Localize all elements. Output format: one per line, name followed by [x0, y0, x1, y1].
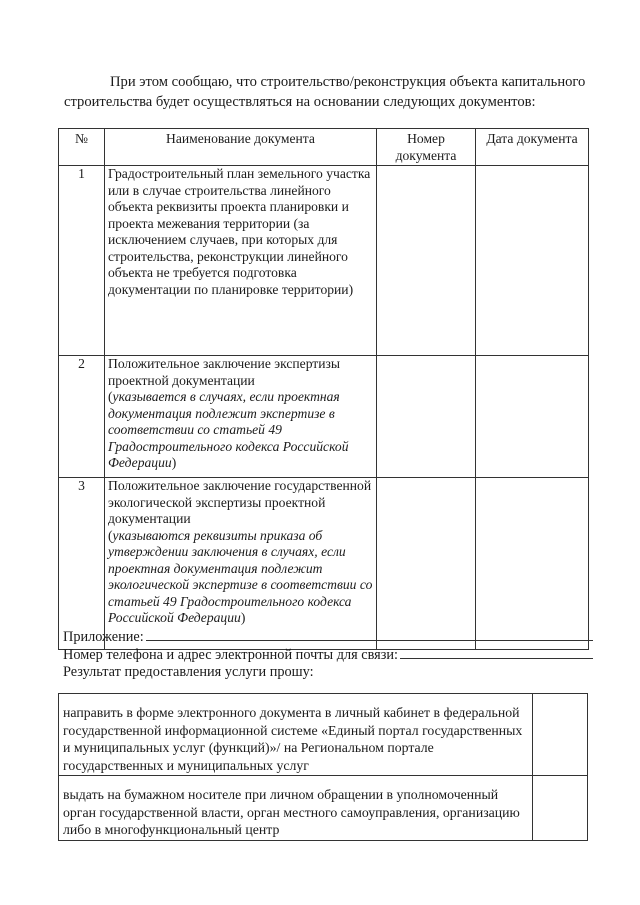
result-option-text: выдать на бумажном носителе при личном обращении в уполномоченный орган государственной власти, орган местного самоуправления, организацию либо в многофункциональный центр — [59, 776, 533, 841]
contact-field[interactable] — [400, 646, 593, 659]
form-footer — [63, 628, 593, 681]
row-doc-date[interactable] — [476, 166, 589, 356]
table-row — [59, 356, 589, 478]
row-num: 2 — [59, 356, 105, 478]
table-row — [59, 166, 589, 356]
row-doc-number[interactable] — [377, 166, 476, 356]
result-line — [63, 664, 593, 681]
header-number: Номер документа — [377, 129, 476, 166]
row-num: 3 — [59, 478, 105, 650]
header-date: Дата документа — [476, 129, 589, 166]
row-name-cell — [105, 356, 377, 478]
row-note: указывается в случаях, если проектная документация подлежит экспертизе в соответствии со статьей 49 Градостроительного кодекса Российской Федерации — [108, 389, 349, 470]
row-num: 1 — [59, 166, 105, 356]
contact-label: Номер телефона и адрес электронной почты для связи: — [63, 647, 399, 663]
documents-table — [58, 128, 589, 650]
intro-paragraph — [64, 72, 594, 112]
row-name-cell — [105, 478, 377, 650]
note-open-paren: ( — [108, 389, 113, 404]
row-doc-number[interactable] — [377, 356, 476, 478]
row-name: Положительное заключение государственной экологической экспертизы проектной документации — [108, 478, 372, 526]
row-doc-date[interactable] — [476, 356, 589, 478]
table-row — [59, 478, 589, 650]
row-name: Положительное заключение экспертизы проектной документации — [108, 356, 341, 388]
documents-table-header — [59, 129, 589, 166]
result-option-checkbox[interactable] — [533, 694, 588, 776]
note-open-paren: ( — [108, 527, 113, 543]
row-note: указываются реквизиты приказа об утверждении заключения в случаях, если проектная документация подлежит экологической экспертизе в соответствии со статьей 49 Градостроительного кодекса Российской Федерации — [108, 527, 373, 625]
attachment-line — [63, 628, 593, 646]
note-close-paren: ) — [240, 610, 246, 625]
header-name: Наименование документа — [105, 129, 377, 166]
row-doc-date[interactable] — [476, 478, 589, 650]
result-options-table — [58, 693, 588, 841]
result-option-row — [59, 694, 588, 776]
row-name: Градостроительный план земельного участка или в случае строительства линейного объекта реквизиты проекта планировки и проекта межевания территории (за исключением случаев, при которых для строительства, реконструкции линейного объекта не требуется подготовка документации по планировке территории) — [108, 166, 371, 297]
contact-line — [63, 646, 593, 664]
header-num: № — [59, 129, 105, 166]
intro-text: При этом сообщаю, что строительство/реконструкция объекта капитального строительства будет осуществляться на основании следующих документов: — [64, 74, 586, 110]
row-doc-number[interactable] — [377, 478, 476, 650]
result-option-row — [59, 776, 588, 841]
result-label: Результат предоставления услуги прошу: — [63, 664, 314, 680]
row-name-cell — [105, 166, 377, 356]
result-option-text: направить в форме электронного документа в личный кабинет в федеральной государственной информационной системе «Единый портал государственных и муниципальных услуг (функций)»/ на Региональном портале государственных и муниципальных услуг — [59, 694, 533, 776]
result-option-checkbox[interactable] — [533, 776, 588, 841]
note-close-paren: ) — [171, 455, 177, 470]
attachment-label: Приложение: — [63, 629, 144, 645]
attachment-field[interactable] — [146, 628, 593, 641]
